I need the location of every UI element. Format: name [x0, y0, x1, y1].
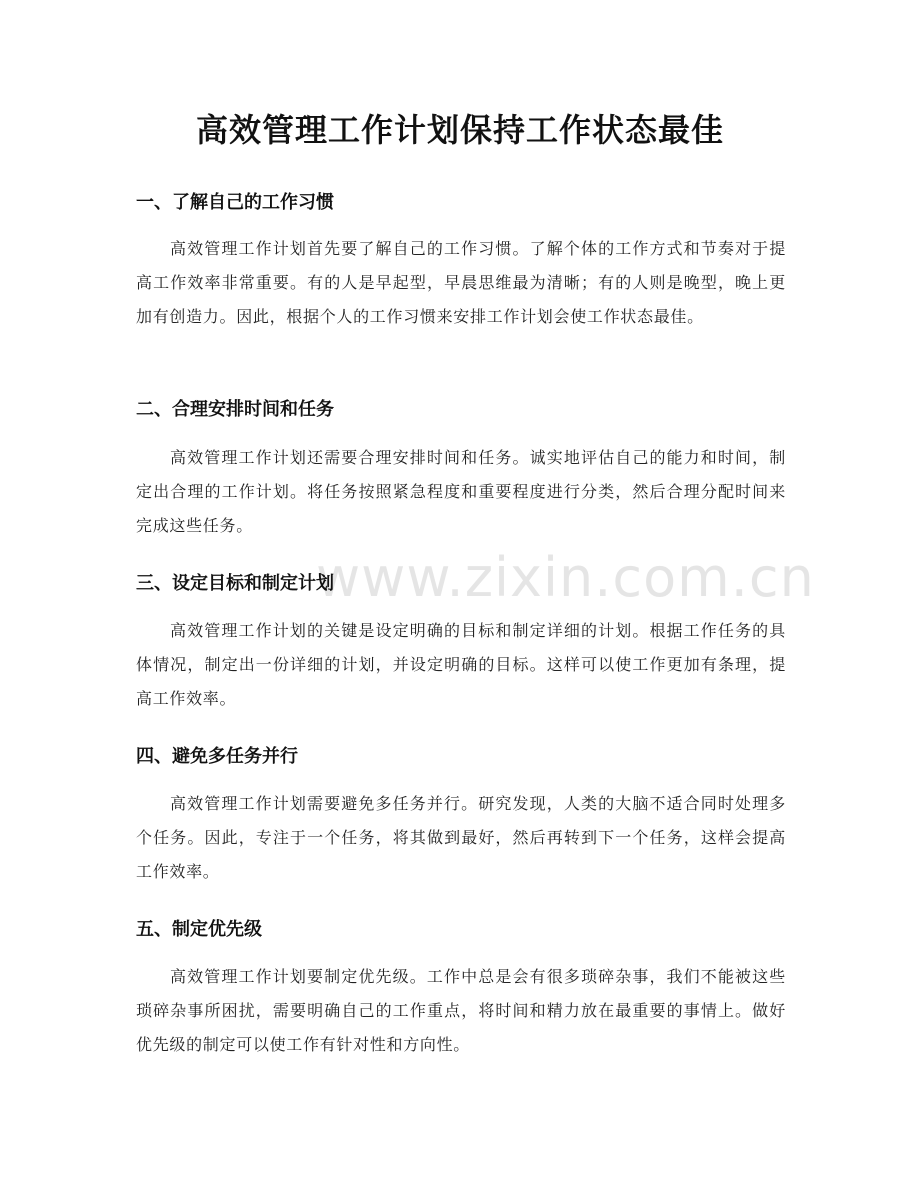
section-paragraph-5: 高效管理工作计划要制定优先级。工作中总是会有很多琐碎杂事，我们不能被这些琐碎杂事所困扰，需要明确自己的工作重点，将时间和精力放在最重要的事情上。做好优先级的制定可以使工作有针对性和方向性。	[136, 967, 786, 1054]
section-paragraph-2: 高效管理工作计划还需要合理安排时间和任务。诚实地评估自己的能力和时间，制定出合理的工作计划。将任务按照紧急程度和重要程度进行分类，然后合理分配时间来完成这些任务。	[136, 448, 786, 535]
section-paragraph-3: 高效管理工作计划的关键是设定明确的目标和制定详细的计划。根据工作任务的具体情况，制定出一份详细的计划，并设定明确的目标。这样可以使工作更加有条理，提高工作效率。	[136, 621, 786, 708]
section-heading-5: 五、制定优先级	[136, 919, 262, 940]
section-paragraph-4: 高效管理工作计划需要避免多任务并行。研究发现，人类的大脑不适合同时处理多个任务。因此，专注于一个任务，将其做到最好，然后再转到下一个任务，这样会提高工作效率。	[136, 794, 786, 881]
section-paragraph-1: 高效管理工作计划首先要了解自己的工作习惯。了解个体的工作方式和节奏对于提高工作效率非常重要。有的人是早起型，早晨思维最为清晰；有的人则是晚型，晚上更加有创造力。因此，根据个人的工作习惯来安排工作计划会使工作状态最佳。	[136, 239, 786, 326]
section-heading-1: 一、了解自己的工作习惯	[136, 192, 334, 213]
page-title: 高效管理工作计划保持工作状态最佳	[195, 111, 724, 149]
watermark: www.zixin.com.cn	[316, 546, 815, 609]
section-heading-2: 二、合理安排时间和任务	[136, 399, 334, 420]
section-heading-3: 三、设定目标和制定计划	[136, 573, 334, 594]
section-heading-4: 四、避免多任务并行	[136, 746, 298, 767]
